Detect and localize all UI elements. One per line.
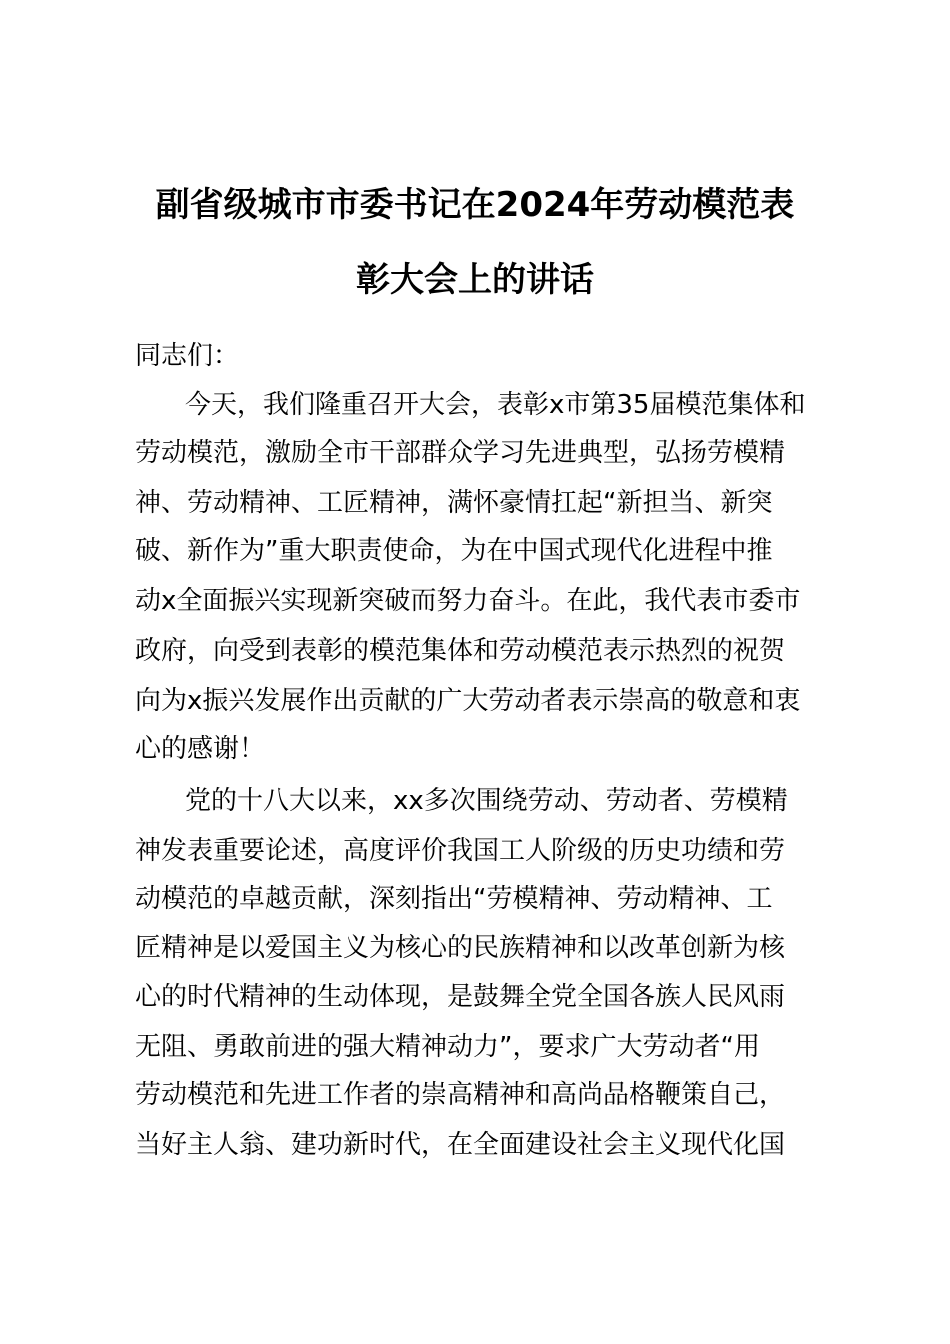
paragraph-2-line: 当好主人翁、建功新时代，在全面建设社会主义现代化国	[135, 1130, 786, 1160]
document-title-line-1: 副省级城市市委书记在2024年劳动模范表	[155, 185, 795, 225]
paragraph-1-line: 向为x振兴发展作出贡献的广大劳动者表示崇高的敬意和衷	[135, 686, 801, 716]
paragraph-2-line: 神发表重要论述，高度评价我国工人阶级的历史功绩和劳	[135, 836, 786, 866]
document-title-line-2: 彰大会上的讲话	[356, 260, 594, 300]
paragraph-2-line: 匠精神是以爱国主义为核心的民族精神和以改革创新为核	[135, 933, 786, 963]
paragraph-1-line: 动x全面振兴实现新突破而努力奋斗。在此，我代表市委市	[135, 586, 801, 616]
salutation: 同志们：	[135, 341, 240, 371]
paragraph-2-line: 心的时代精神的生动体现，是鼓舞全党全国各族人民风雨	[135, 982, 786, 1012]
paragraph-1-line: 劳动模范，激励全市干部群众学习先进典型，弘扬劳模精	[135, 438, 786, 468]
paragraph-1-line: 今天，我们隆重召开大会，表彰x市第35届模范集体和	[185, 390, 806, 420]
paragraph-1-line: 心的感谢！	[135, 734, 266, 764]
paragraph-2-line: 无阻、勇敢前进的强大精神动力”，要求广大劳动者“用	[135, 1032, 760, 1062]
paragraph-1-line: 破、新作为”重大职责使命，为在中国式现代化进程中推	[135, 536, 773, 566]
paragraph-2-line: 动模范的卓越贡献，深刻指出“劳模精神、劳动精神、工	[135, 884, 773, 914]
paragraph-2-line: 劳动模范和先进工作者的崇高精神和高尚品格鞭策自己，	[135, 1080, 786, 1110]
paragraph-2-line: 党的十八大以来，xx多次围绕劳动、劳动者、劳模精	[185, 786, 788, 816]
paragraph-1-line: 政府，向受到表彰的模范集体和劳动模范表示热烈的祝贺	[135, 636, 786, 666]
paragraph-1-line: 神、劳动精神、工匠精神，满怀豪情扛起“新担当、新突	[135, 488, 773, 518]
